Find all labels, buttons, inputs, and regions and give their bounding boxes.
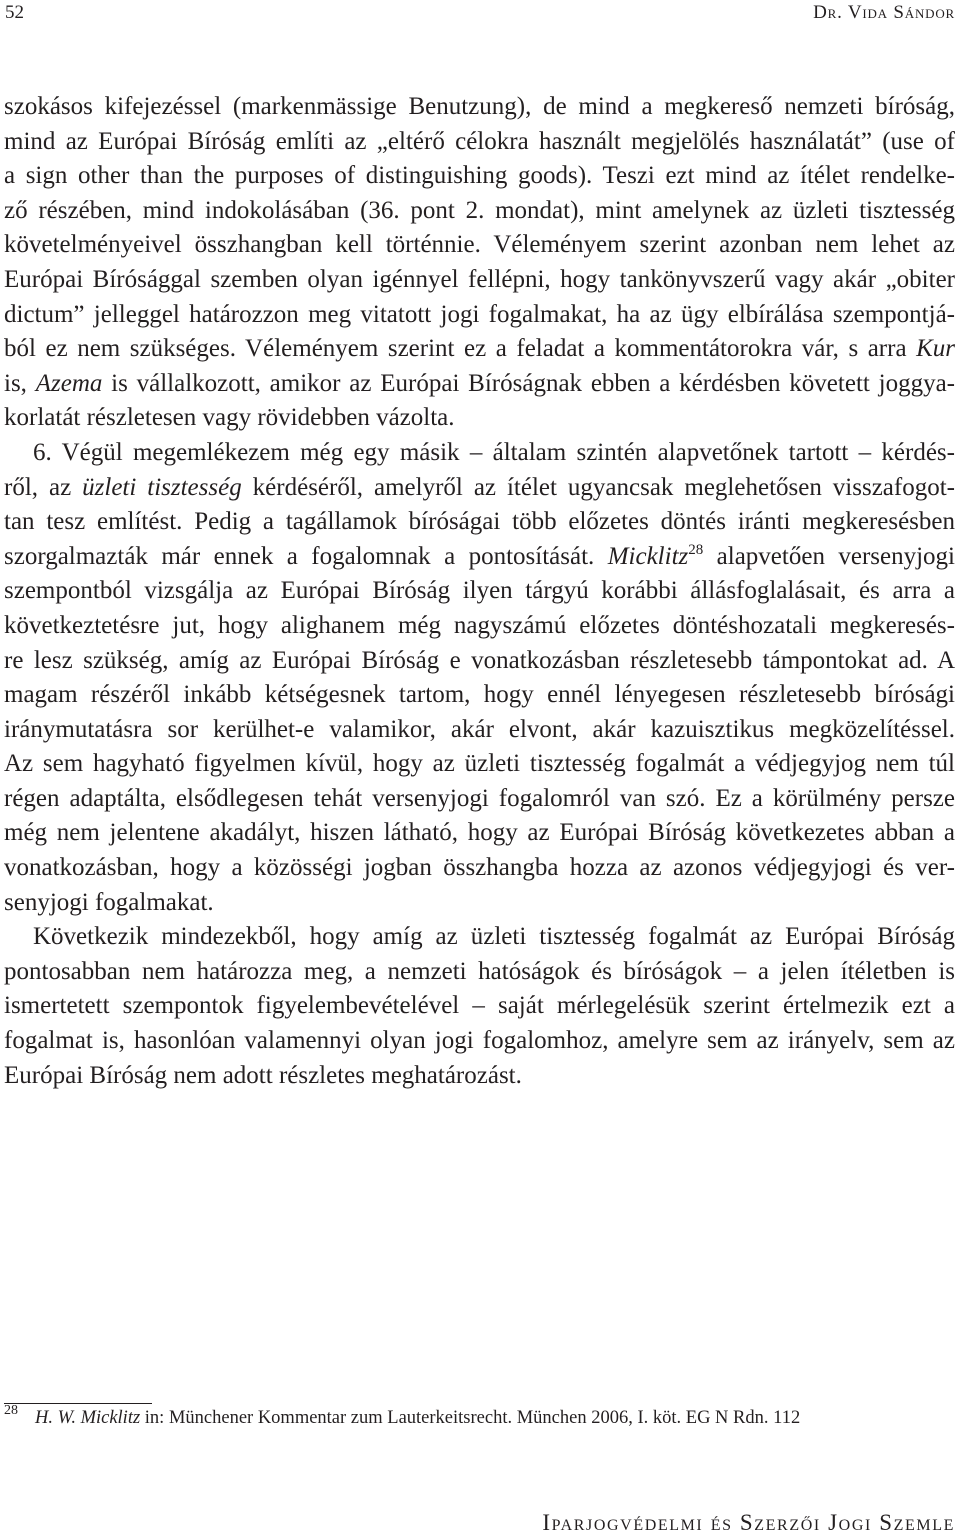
text-line xyxy=(4,540,955,575)
text-line: vonatkozásban, hogy a közösségi jogban összhangba hozza az azonos védjegyjogi és ver- xyxy=(4,854,955,882)
running-footer xyxy=(542,1509,955,1537)
text-line xyxy=(4,367,955,402)
journal-title: Iparjogvédelmi és Szerzői Jogi Szemle xyxy=(542,1510,955,1535)
text-line: 6. Végül megemlékezem még egy másik – általam szintén alapvetőnek tartott – kérdés- xyxy=(33,438,955,466)
footnote-citation: in: Münchener Kommentar zum Lauterkeitsrecht. München 2006, I. köt. EG N Rdn. 112 xyxy=(140,1408,801,1428)
page-number: 52 xyxy=(5,2,24,23)
text-run: is vállalkozott, amikor az Európai Bíróságnak ebben a kérdésben követett joggya- xyxy=(102,369,955,397)
text-line: fogalmat is, hasonlóan valamennyi olyan jogi fogalomhoz, amelyre sem az irányelv, sem az xyxy=(4,1027,955,1055)
footnote-separator xyxy=(4,1403,152,1404)
author-name-italic: Kur xyxy=(916,335,955,363)
footnote-reference: 28 xyxy=(688,541,704,558)
text-line: dictum” jelleggel határozzon meg vitatott jogi fogalmakat, ha az ügy elbírálása szempontjá- xyxy=(4,300,955,328)
text-line xyxy=(4,332,955,367)
text-line: Következik mindezekből, hogy amíg az üzleti tisztesség fogalmát az Európai Bíróság xyxy=(33,923,955,951)
text-line: Európai Bírósággal szemben olyan igénnyel fellépni, hogy tankönyvszerű vagy akár „obiter xyxy=(4,265,955,293)
text-line: még nem jelentene akadályt, hiszen látható, hogy az Európai Bíróság következetes abban a xyxy=(4,819,955,847)
term-italic: üzleti tisztesség xyxy=(82,473,242,501)
text-line: magam részéről inkább kétségesnek tartom, hogy ennél lényegesen részletesebb bírósági xyxy=(4,681,955,709)
text-line: Az sem hagyható figyelmen kívül, hogy az üzleti tisztesség fogalmát a védjegyjog nem túl xyxy=(4,750,955,778)
text-line: iránymutatásra sor kerülhet-e valamikor, akár elvont, akár kazuisztikus megközelítéssel. xyxy=(4,715,955,743)
text-run: is, xyxy=(4,369,36,397)
author-name-italic: Micklitz xyxy=(607,542,689,570)
text-line: Európai Bíróság nem adott részletes meghatározást. xyxy=(4,1061,522,1089)
text-line: mind az Európai Bíróság említi az „eltérő célokra használt megjelölés használatát” (use of xyxy=(4,127,955,155)
text-line: tan tesz említést. Pedig a tagállamok bíróságai több előzetes döntés iránti megkeresésben xyxy=(4,508,955,536)
text-line: pontosabban nem határozza meg, a nemzeti hatóságok és bíróságok – a jelen ítéletben is xyxy=(4,957,955,985)
text-run: kérdéséről, amelyről az ítélet ugyancsak meglehetősen visszafogot- xyxy=(241,473,955,501)
text-line: ző részében, mind indokolásában (36. pont 2. mondat), mint amelynek az üzleti tisztesség xyxy=(4,196,955,224)
text-line: követelményeivel összhangban kell történnie. Véleményem szerint azonban nem lehet az xyxy=(4,231,955,259)
footnote-author: H. W. Micklitz xyxy=(35,1408,141,1428)
text-line: senyjogi fogalmakat. xyxy=(4,888,214,916)
footnote-number: 28 xyxy=(4,1403,18,1418)
text-line: korlatát részletesen vagy rövidebben vázolta. xyxy=(4,404,455,432)
text-line xyxy=(4,471,955,506)
text-run: ból ez nem szükséges. Véleményem szerint ez a feladat a kommentátorokra vár, s arra xyxy=(4,335,917,363)
text-run: ről, az xyxy=(4,473,83,501)
text-line: következtetésre jut, hogy alighanem még nagyszámú előzetes döntéshozatali megkeresés- xyxy=(4,611,955,639)
footnote-text xyxy=(35,1406,800,1430)
text-line: a sign other than the purposes of distinguishing goods). Teszi ezt mind az ítélet rendelke- xyxy=(4,162,955,190)
author-name-italic: Azema xyxy=(35,369,103,397)
running-head-author: Dr. Vida Sándor xyxy=(813,2,955,23)
text-line: ismertetett szempontok figyelembevételével – saját mérlegelésük szerint értelmezik ezt a xyxy=(4,992,955,1020)
text-line: szokásos kifejezéssel (markenmässige Benutzung), de mind a megkereső nemzeti bíróság, xyxy=(4,93,955,120)
text-run: alapvetően versenyjogi xyxy=(703,542,956,570)
text-line: régen adaptálta, elsődlegesen tehát versenyjogi fogalomról van szó. Ez a körülmény persze xyxy=(4,784,955,812)
text-run: szorgalmazták már ennek a fogalomnak a pontosítását. xyxy=(4,542,608,570)
article-body xyxy=(4,90,955,1093)
text-line: szempontból vizsgálja az Európai Bíróság ilyen tárgyú korábbi állásfoglalásait, és arra a xyxy=(4,577,955,605)
text-line: re lesz szükség, amíg az Európai Bíróság e vonatkozásban részletesebb támpontokat ad. A xyxy=(4,646,955,674)
